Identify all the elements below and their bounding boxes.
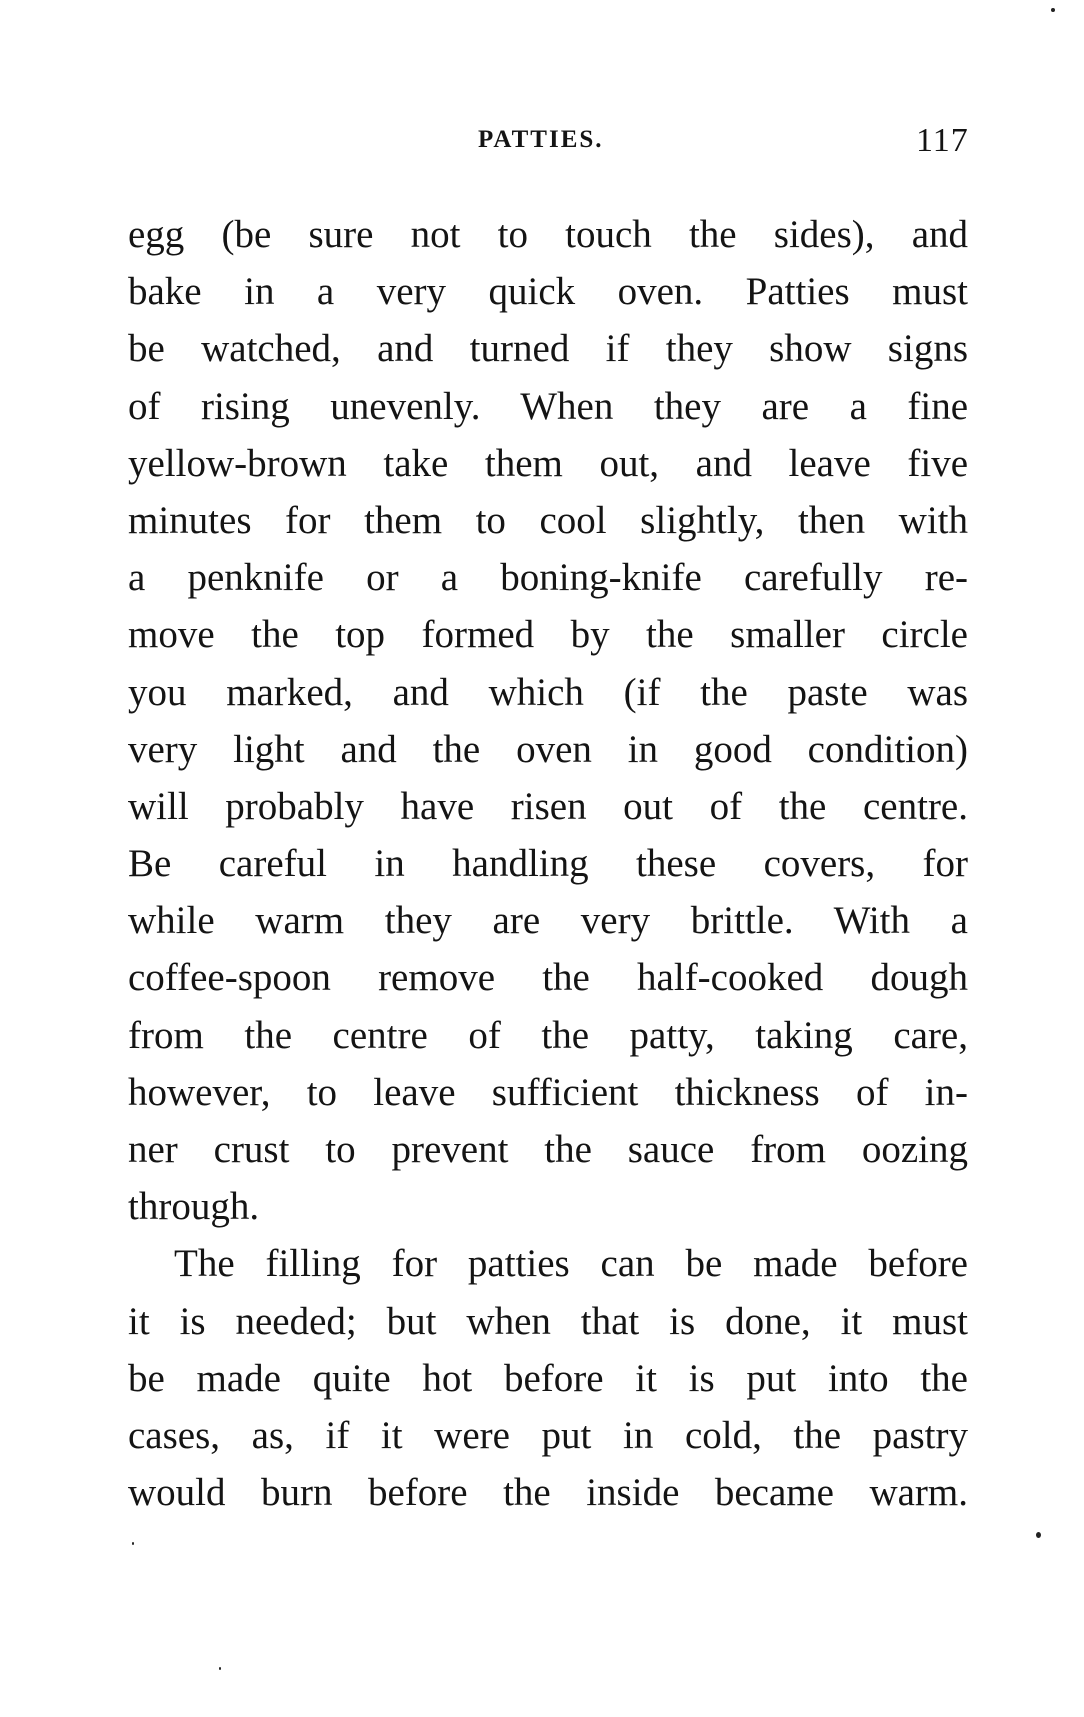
text-line: egg (be sure not to touch the sides), and xyxy=(128,213,968,256)
text-line: it is needed; but when that is done, it must xyxy=(128,1299,968,1343)
running-head xyxy=(0,122,1084,166)
print-speck xyxy=(219,1667,221,1670)
running-head-title: PATTIES. xyxy=(478,126,604,153)
text-line: however, to leave sufficient thickness of in- xyxy=(128,1070,968,1114)
text-line: be watched, and turned if they show signs xyxy=(128,327,968,371)
text-line: minutes for them to cool slightly, then with xyxy=(128,498,968,542)
text-line: ner crust to prevent the sauce from oozing xyxy=(128,1128,968,1171)
text-line: The filling for patties can be made before xyxy=(174,1242,968,1286)
print-speck xyxy=(1051,8,1055,12)
text-line: through. xyxy=(128,1185,260,1229)
text-line: coffee-spoon remove the half-cooked dough xyxy=(128,956,968,1000)
print-speck xyxy=(132,1542,134,1545)
text-line: a penknife or a boning-knife carefully re- xyxy=(128,556,968,600)
text-line: Be careful in handling these covers, for xyxy=(128,842,968,886)
text-line: of rising unevenly. When they are a fine xyxy=(128,384,968,428)
text-line: yellow-brown take them out, and leave five xyxy=(128,441,968,485)
text-line: very light and the oven in good condition) xyxy=(128,727,968,771)
body-text xyxy=(128,206,968,1521)
text-line: while warm they are very brittle. With a xyxy=(128,899,968,943)
text-line: cases, as, if it were put in cold, the pastry xyxy=(128,1413,968,1457)
text-line: bake in a very quick oven. Patties must xyxy=(128,270,968,314)
print-speck xyxy=(1036,1532,1041,1538)
text-line: you marked, and which (if the paste was xyxy=(128,670,968,714)
text-line: would burn before the inside became warm. xyxy=(128,1471,968,1515)
text-line: be made quite hot before it is put into the xyxy=(128,1356,968,1400)
text-line: move the top formed by the smaller circle xyxy=(128,613,968,657)
paragraph-1 xyxy=(128,206,968,1235)
page-number: 117 xyxy=(916,122,969,159)
text-line: will probably have risen out of the centre. xyxy=(128,784,968,828)
paragraph-2 xyxy=(128,1235,968,1521)
text-line: from the centre of the patty, taking care, xyxy=(128,1013,968,1057)
